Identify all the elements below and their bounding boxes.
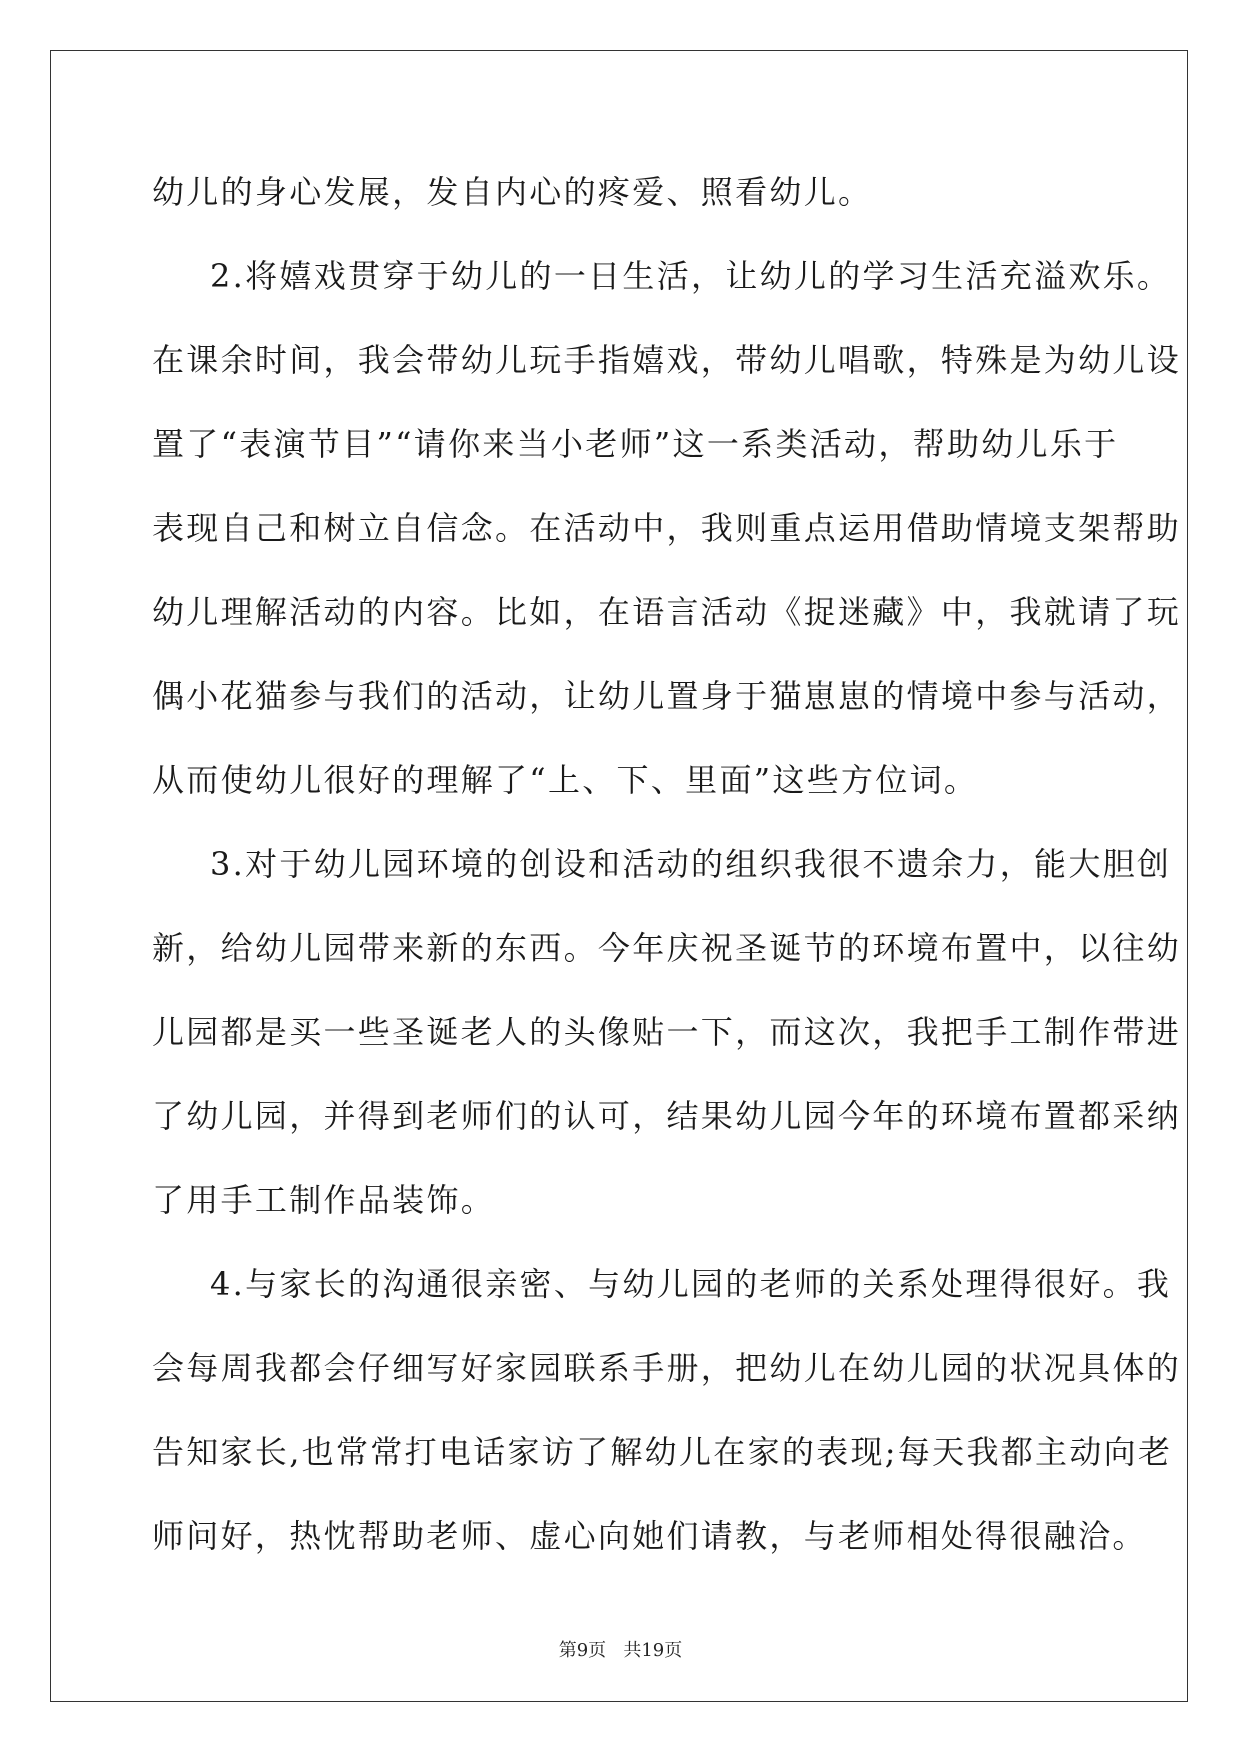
document-body xyxy=(152,160,1182,1588)
text-line: 了用手工制作品装饰。 xyxy=(152,1181,496,1219)
text-line: 幼儿理解活动的内容。比如，在语言活动《捉迷藏》中，我就请了玩 xyxy=(152,593,1182,631)
text-line: 3.对于幼儿园环境的创设和活动的组织我很不遗余力，能大胆创 xyxy=(210,845,1172,883)
text-line: 2.将嬉戏贯穿于幼儿的一日生活，让幼儿的学习生活充溢欢乐。 xyxy=(210,257,1172,295)
text-line: 在课余时间，我会带幼儿玩手指嬉戏，带幼儿唱歌，特殊是为幼儿设 xyxy=(152,341,1182,379)
text-line: 4.与家长的沟通很亲密、与幼儿园的老师的关系处理得很好。我 xyxy=(210,1265,1172,1303)
text-line: 师问好，热忱帮助老师、虚心向她们请教，与老师相处得很融洽。 xyxy=(152,1517,1147,1555)
text-line: 表现自己和树立自信念。在活动中，我则重点运用借助情境支架帮助 xyxy=(152,509,1182,547)
text-line: 新，给幼儿园带来新的东西。今年庆祝圣诞节的环境布置中，以往幼 xyxy=(152,929,1182,967)
text-line: 儿园都是买一些圣诞老人的头像贴一下，而这次，我把手工制作带进 xyxy=(152,1013,1182,1051)
text-line: 了幼儿园，并得到老师们的认可，结果幼儿园今年的环境布置都采纳 xyxy=(152,1097,1182,1135)
text-line: 幼儿的身心发展，发自内心的疼爱、照看幼儿。 xyxy=(152,173,873,211)
text-line: 置了“表演节目”“请你来当小老师”这一系类活动，帮助幼儿乐于 xyxy=(152,425,1119,463)
text-line: 告知家长,也常常打电话家访了解幼儿在家的表现;每天我都主动向老 xyxy=(152,1433,1173,1471)
text-line: 会每周我都会仔细写好家园联系手册，把幼儿在幼儿园的状况具体的 xyxy=(152,1349,1182,1387)
text-line: 偶小花猫参与我们的活动，让幼儿置身于猫崽崽的情境中参与活动， xyxy=(152,677,1182,715)
text-line: 从而使幼儿很好的理解了“上、下、里面”这些方位词。 xyxy=(152,761,979,799)
page-number-footer: 第9页 共19页 xyxy=(558,1640,683,1661)
